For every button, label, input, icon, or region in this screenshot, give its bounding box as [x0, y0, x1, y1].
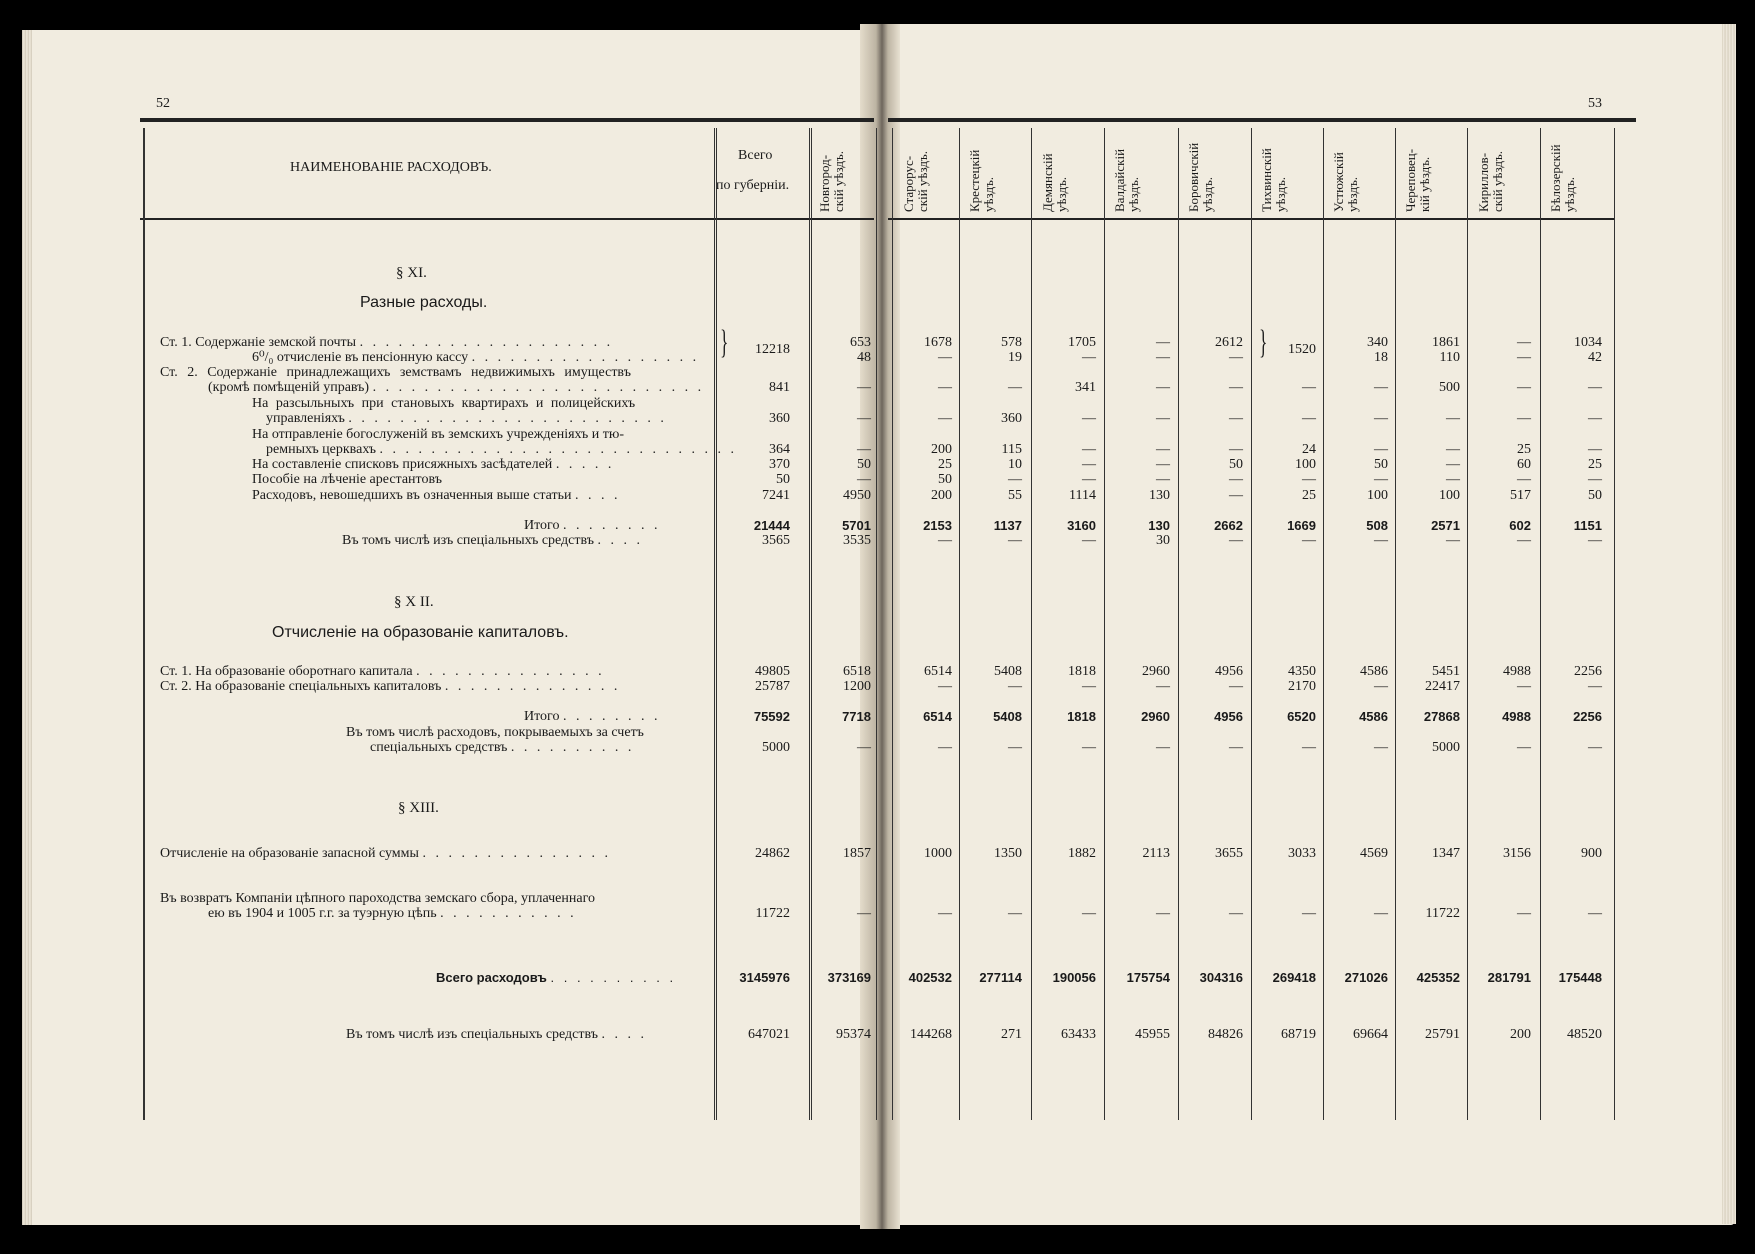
- grand-total-cell: 175754: [1126, 970, 1170, 985]
- s12-cell: —: [1374, 740, 1388, 755]
- column-line: [143, 128, 145, 1120]
- s11-total-label: Итого . . . . . . . .: [524, 518, 661, 533]
- s13-cell: 24862: [755, 846, 790, 861]
- district-header-line: уѣздъ.: [1345, 176, 1360, 212]
- s11-special-label: Въ томъ числѣ изъ спеціальныхъ средствъ . . . .: [342, 533, 644, 548]
- s11-cell: 500: [1439, 380, 1460, 395]
- s13-cell: 1857: [843, 846, 871, 861]
- s11-cell: —: [938, 350, 952, 365]
- grand-total-cell: 269418: [1272, 970, 1316, 985]
- left-page-edges: [22, 30, 32, 1225]
- s11-cell: 578: [1001, 335, 1022, 350]
- s11-cell: 100: [1439, 488, 1460, 503]
- s11-cell: —: [1302, 533, 1316, 548]
- s12-cell: 5408: [994, 664, 1022, 679]
- district-header-line: скій уѣздъ.: [1490, 151, 1505, 212]
- grand-total-cell: 281791: [1487, 970, 1531, 985]
- s11-cell: 517: [1510, 488, 1531, 503]
- s12-cell: 25787: [755, 679, 790, 694]
- s11-cell: 24: [1302, 442, 1316, 457]
- s12-cell: 5408: [993, 709, 1022, 724]
- s11-cell: 48: [857, 350, 871, 365]
- s12-special-label-a: Въ томъ числѣ расходовъ, покрываемыхъ за счетъ: [346, 725, 644, 740]
- s11-cell: —: [1156, 380, 1170, 395]
- s11-cell: 2662: [1214, 518, 1243, 533]
- s12-cell: 4586: [1360, 664, 1388, 679]
- s12-cell: —: [1374, 679, 1388, 694]
- s12-special-label-b: спеціальныхъ средствъ . . . . . . . . . .: [370, 740, 635, 755]
- s11-cell: 1520: [1288, 342, 1316, 357]
- s12-label-2: Ст. 2. На образованіе спеціальныхъ капиталовъ . . . . . . . . . . . . . .: [160, 679, 621, 694]
- grand-total-cell: 425352: [1416, 970, 1460, 985]
- s12-cell: 2170: [1288, 679, 1316, 694]
- s12-cell: —: [1082, 740, 1096, 755]
- s11-cell: 200: [931, 442, 952, 457]
- district-header-line: Устюжскій: [1331, 152, 1346, 212]
- s11-cell: 50: [1374, 457, 1388, 472]
- s11-cell: —: [1082, 411, 1096, 426]
- s11-cell: 19: [1008, 350, 1022, 365]
- s11-cell: —: [938, 533, 952, 548]
- s11-cell: —: [857, 411, 871, 426]
- s11-cell: 18: [1374, 350, 1388, 365]
- district-header-line: Череповец-: [1403, 148, 1418, 212]
- s11-cell: 340: [1367, 335, 1388, 350]
- s13-cell: 11722: [1425, 906, 1460, 921]
- brace-left: }: [720, 324, 729, 361]
- s11-cell: 360: [769, 411, 790, 426]
- district-header-line: уѣздъ.: [1126, 176, 1141, 212]
- s12-total-label: Итого . . . . . . . .: [524, 709, 661, 724]
- s12-cell: 1200: [843, 679, 871, 694]
- s13-label-2a: Въ возвратъ Компаніи цѣпного пароходства земскаго сбора, уплаченнаго: [160, 891, 595, 906]
- s11-cell: —: [1446, 442, 1460, 457]
- s12-cell: —: [938, 740, 952, 755]
- special-total-cell: 647021: [748, 1027, 790, 1042]
- district-header: [1260, 148, 1288, 212]
- special-total-cell: 95374: [836, 1027, 871, 1042]
- s11-cell: 115: [1001, 442, 1022, 457]
- s11-cell: —: [938, 380, 952, 395]
- s13-cell: —: [1156, 906, 1170, 921]
- s12-cell: 2256: [1574, 664, 1602, 679]
- s11-cell: —: [1517, 350, 1531, 365]
- s13-label-2b: ею въ 1904 и 1005 г.г. за туэрную цѣпь . . . . . . . . . . .: [208, 906, 577, 921]
- s12-cell: 2960: [1141, 709, 1170, 724]
- s11-cell: 1669: [1287, 518, 1316, 533]
- s11-cell: —: [1229, 380, 1243, 395]
- s12-cell: 75592: [753, 709, 790, 724]
- district-header: [1187, 143, 1215, 212]
- s11-cell: —: [1229, 488, 1243, 503]
- s11-cell: —: [1517, 533, 1531, 548]
- s11-cell: 3535: [843, 533, 871, 548]
- s11-cell: —: [1156, 472, 1170, 487]
- s13-cell: —: [1302, 906, 1316, 921]
- s12-cell: 6518: [843, 664, 871, 679]
- section-12-mark: § X II.: [394, 594, 434, 610]
- special-total-cell: 63433: [1061, 1027, 1096, 1042]
- s11-cell: 364: [769, 442, 790, 457]
- s11-cell: 25: [1302, 488, 1316, 503]
- s12-cell: 1818: [1067, 709, 1096, 724]
- book-gutter: [860, 24, 900, 1229]
- s11-cell: 50: [857, 457, 871, 472]
- s11-cell: —: [1517, 411, 1531, 426]
- district-header-line: скій уѣздъ.: [915, 151, 930, 212]
- left-page-number: 52: [156, 96, 170, 111]
- s12-cell: 6520: [1287, 709, 1316, 724]
- s11-cell: —: [857, 442, 871, 457]
- district-header-line: кій уѣздъ.: [1417, 156, 1432, 212]
- s13-cell: —: [938, 906, 952, 921]
- s11-cell: —: [1446, 533, 1460, 548]
- s12-cell: —: [1302, 740, 1316, 755]
- s12-cell: 4350: [1288, 664, 1316, 679]
- special-total-cell: 25791: [1425, 1027, 1460, 1042]
- grand-total-label: Всего расходовъ . . . . . . . . . .: [436, 970, 677, 985]
- s11-cell: 60: [1517, 457, 1531, 472]
- district-header: [1332, 152, 1360, 212]
- s11-cell: 3565: [762, 533, 790, 548]
- s11-cell: 12218: [755, 342, 790, 357]
- s11-cell: —: [1082, 472, 1096, 487]
- grand-total-cell: 402532: [908, 970, 952, 985]
- s13-cell: 1347: [1432, 846, 1460, 861]
- s11-cell: 100: [1295, 457, 1316, 472]
- header-rule-left: [140, 218, 874, 220]
- s13-cell: —: [1588, 906, 1602, 921]
- column-line: [1614, 128, 1615, 1120]
- s11-cell: —: [1302, 411, 1316, 426]
- s12-cell: 6514: [923, 709, 952, 724]
- s11-cell: 2571: [1431, 518, 1460, 533]
- s13-cell: 11722: [755, 906, 790, 921]
- s13-cell: 4569: [1360, 846, 1388, 861]
- s12-cell: —: [1156, 740, 1170, 755]
- special-total-cell: 48520: [1567, 1027, 1602, 1042]
- s11-cell: 2612: [1215, 335, 1243, 350]
- s13-cell: 1882: [1068, 846, 1096, 861]
- s13-cell: 3655: [1215, 846, 1243, 861]
- s13-cell: —: [1008, 906, 1022, 921]
- district-header-line: Крестецкій: [967, 149, 982, 212]
- s11-cell: —: [1588, 533, 1602, 548]
- s11-cell: 1861: [1432, 335, 1460, 350]
- district-header: [1113, 149, 1141, 212]
- s12-cell: 4956: [1215, 664, 1243, 679]
- s13-cell: —: [1517, 906, 1531, 921]
- s12-cell: 2256: [1573, 709, 1602, 724]
- district-header: [1404, 149, 1432, 212]
- s11-cell: 841: [769, 380, 790, 395]
- s11-cell: —: [1156, 350, 1170, 365]
- s11-cell: —: [1302, 380, 1316, 395]
- special-total-cell: 271: [1001, 1027, 1022, 1042]
- s11-cell: 360: [1001, 411, 1022, 426]
- s13-cell: —: [1229, 906, 1243, 921]
- district-header: [1477, 151, 1505, 212]
- s11-cell: 2153: [923, 518, 952, 533]
- s12-cell: —: [1588, 679, 1602, 694]
- s11-cell: 25: [1517, 442, 1531, 457]
- s11-cell: —: [1588, 380, 1602, 395]
- s11-cell: —: [1008, 533, 1022, 548]
- s11-cell: —: [1229, 442, 1243, 457]
- s13-label-1: Отчисленіе на образованіе запасной суммы . . . . . . . . . . . . . . .: [160, 846, 611, 861]
- right-page-number: 53: [1588, 96, 1602, 111]
- s12-cell: —: [1517, 679, 1531, 694]
- s11-cell: —: [1374, 380, 1388, 395]
- s11-cell: 7241: [762, 488, 790, 503]
- s11-cell: —: [1229, 472, 1243, 487]
- s11-cell: —: [1588, 442, 1602, 457]
- s11-cell: 200: [931, 488, 952, 503]
- grand-total-cell: 190056: [1052, 970, 1096, 985]
- s12-cell: —: [1229, 679, 1243, 694]
- district-header-line: Боровичскій: [1186, 142, 1201, 212]
- s11-cell: —: [857, 380, 871, 395]
- district-header: [1549, 144, 1577, 212]
- district-header-line: Староруc-: [901, 155, 916, 212]
- s11-cell: 55: [1008, 488, 1022, 503]
- s11-label-4a: На разсыльныхъ при становыхъ квартирахъ и полицейскихъ: [252, 396, 636, 411]
- s12-cell: 5000: [762, 740, 790, 755]
- s12-cell: —: [1229, 740, 1243, 755]
- s12-cell: 4956: [1214, 709, 1243, 724]
- s11-cell: 21444: [753, 518, 790, 533]
- grand-total-cell: 373169: [827, 970, 871, 985]
- s12-cell: 5451: [1432, 664, 1460, 679]
- section-11-mark: § XI.: [396, 265, 427, 281]
- s11-cell: 653: [850, 335, 871, 350]
- s11-cell: 5701: [842, 518, 871, 533]
- s11-cell: —: [1517, 335, 1531, 350]
- special-total-cell: 45955: [1135, 1027, 1170, 1042]
- s11-label-3a: Ст. 2. Содержаніе принадлежащихъ земствамъ недвижимыхъ имуществъ: [160, 365, 631, 380]
- s11-cell: 130: [1149, 488, 1170, 503]
- s12-cell: 7718: [842, 709, 871, 724]
- s11-cell: 1137: [993, 518, 1022, 533]
- grand-total-cell: 304316: [1199, 970, 1243, 985]
- s11-label-1: Ст. 1. Содержаніе земской почты . . . . . . . . . . . . . . . . . . . .: [160, 335, 614, 350]
- s11-cell: 42: [1588, 350, 1602, 365]
- grand-total-cell: 271026: [1344, 970, 1388, 985]
- s11-cell: 50: [938, 472, 952, 487]
- s13-cell: 2113: [1142, 846, 1170, 861]
- special-total-label: Въ томъ числѣ изъ спеціальныхъ средствъ . . . .: [346, 1027, 648, 1042]
- s11-cell: —: [1082, 442, 1096, 457]
- s11-cell: 341: [1075, 380, 1096, 395]
- s13-cell: —: [1374, 906, 1388, 921]
- s12-cell: —: [938, 679, 952, 694]
- s13-cell: 900: [1581, 846, 1602, 861]
- s13-cell: 3033: [1288, 846, 1316, 861]
- s11-cell: —: [1517, 472, 1531, 487]
- section-11-title: Разные расходы.: [360, 294, 488, 311]
- district-header-line: уѣздъ.: [1273, 176, 1288, 212]
- s11-cell: 4950: [843, 488, 871, 503]
- s13-cell: —: [1082, 906, 1096, 921]
- s13-cell: —: [857, 906, 871, 921]
- s11-cell: 508: [1366, 518, 1388, 533]
- s11-cell: 1114: [1069, 488, 1096, 503]
- s11-cell: —: [1374, 472, 1388, 487]
- s11-label-6: На составленіе списковъ присяжныхъ засѣдателей . . . . .: [252, 457, 615, 472]
- s11-cell: 50: [1229, 457, 1243, 472]
- district-header-line: уѣздъ.: [1562, 176, 1577, 212]
- s12-cell: —: [1008, 679, 1022, 694]
- s13-cell: 1350: [994, 846, 1022, 861]
- s13-cell: 1000: [924, 846, 952, 861]
- district-header-line: Тихвинскій: [1259, 148, 1274, 212]
- s11-cell: —: [1156, 411, 1170, 426]
- s12-cell: —: [1588, 740, 1602, 755]
- s11-cell: —: [1082, 457, 1096, 472]
- s11-cell: 602: [1509, 518, 1531, 533]
- s11-cell: —: [1082, 533, 1096, 548]
- s11-cell: 30: [1156, 533, 1170, 548]
- district-header: [968, 150, 996, 212]
- s11-cell: —: [1588, 411, 1602, 426]
- section-12-title: Отчисленіе на образованіе капиталовъ.: [272, 624, 569, 641]
- s12-cell: 4988: [1502, 709, 1531, 724]
- s11-cell: 1034: [1574, 335, 1602, 350]
- section-13-mark: § XIII.: [398, 800, 439, 816]
- s11-cell: 1678: [924, 335, 952, 350]
- s12-cell: 4988: [1503, 664, 1531, 679]
- top-rule-left: [140, 118, 874, 122]
- s12-cell: —: [1008, 740, 1022, 755]
- s12-cell: 2960: [1142, 664, 1170, 679]
- s11-cell: —: [1517, 380, 1531, 395]
- s11-cell: —: [1156, 335, 1170, 350]
- district-header-line: Бѣлозерскій: [1548, 144, 1563, 212]
- s11-cell: —: [1008, 472, 1022, 487]
- s11-label-7: Пособіе на лѣченіе арестантовъ: [252, 472, 442, 487]
- s11-cell: 50: [1588, 488, 1602, 503]
- s11-cell: —: [1156, 442, 1170, 457]
- district-header-line: Валдайскій: [1112, 148, 1127, 212]
- district-header-line: уѣздъ.: [1200, 176, 1215, 212]
- s11-cell: 50: [776, 472, 790, 487]
- s11-cell: 3160: [1067, 518, 1096, 533]
- s13-cell: 3156: [1503, 846, 1531, 861]
- s12-cell: —: [1082, 679, 1096, 694]
- s11-cell: 130: [1148, 518, 1170, 533]
- s11-label-4b: управленіяхъ . . . . . . . . . . . . . . . . . . . . . . . . .: [266, 411, 667, 426]
- s11-cell: 100: [1367, 488, 1388, 503]
- grand-total-cell: 3145976: [739, 970, 790, 985]
- s11-cell: —: [1229, 350, 1243, 365]
- s11-label-5a: На отправленіе богослуженій въ земскихъ учрежденіяхъ и тю-: [252, 427, 624, 442]
- s11-cell: 370: [769, 457, 790, 472]
- special-total-cell: 69664: [1353, 1027, 1388, 1042]
- s12-cell: 27868: [1423, 709, 1460, 724]
- s12-cell: 22417: [1425, 679, 1460, 694]
- s12-cell: 1818: [1068, 664, 1096, 679]
- right-page-edges: [1722, 24, 1736, 1224]
- s12-cell: 6514: [924, 664, 952, 679]
- s12-cell: 4586: [1359, 709, 1388, 724]
- s11-cell: —: [857, 472, 871, 487]
- special-total-cell: 68719: [1281, 1027, 1316, 1042]
- s11-label-2: 6⁰/₀ отчисленіе въ пенсіонную кассу . . . . . . . . . . . . . . . . . .: [252, 350, 700, 365]
- s12-label-1: Ст. 1. На образованіе оборотнаго капитала . . . . . . . . . . . . . . .: [160, 664, 605, 679]
- special-total-cell: 200: [1510, 1027, 1531, 1042]
- right-page: [886, 24, 1734, 1225]
- s11-cell: —: [1229, 411, 1243, 426]
- s11-cell: 1151: [1573, 518, 1602, 533]
- header-total-line2: по губерніи.: [716, 178, 790, 193]
- s11-cell: —: [1156, 457, 1170, 472]
- s11-cell: —: [1374, 442, 1388, 457]
- s11-cell: —: [1446, 411, 1460, 426]
- district-header: [1041, 153, 1069, 212]
- s11-cell: —: [1302, 472, 1316, 487]
- s11-cell: —: [1229, 533, 1243, 548]
- s11-label-3b: (кромѣ помѣщеній управъ) . . . . . . . . . . . . . . . . . . . . . . . . . .: [208, 380, 705, 395]
- district-header-line: уѣздъ.: [1054, 176, 1069, 212]
- district-header-line: Новгород-: [817, 154, 832, 212]
- district-header-line: уѣздъ.: [981, 176, 996, 212]
- s11-cell: —: [1008, 380, 1022, 395]
- s11-cell: 1705: [1068, 335, 1096, 350]
- district-header-line: скій уѣздъ.: [831, 151, 846, 212]
- brace-right: }: [1259, 324, 1268, 361]
- s12-cell: —: [1517, 740, 1531, 755]
- s11-cell: —: [1374, 533, 1388, 548]
- district-header-line: Кириллов-: [1476, 152, 1491, 212]
- s11-cell: 110: [1439, 350, 1460, 365]
- s11-cell: 25: [1588, 457, 1602, 472]
- district-header-line: Демянскій: [1040, 153, 1055, 212]
- s12-cell: 5000: [1432, 740, 1460, 755]
- s11-cell: 10: [1008, 457, 1022, 472]
- s11-label-5b: ремныхъ церквахъ . . . . . . . . . . . . . . . . . . . . . . . . . . . .: [266, 442, 738, 457]
- district-header: [902, 151, 930, 212]
- grand-total-cell: 277114: [979, 970, 1022, 985]
- special-total-cell: 144268: [910, 1027, 952, 1042]
- s11-cell: —: [1446, 457, 1460, 472]
- s11-label-8: Расходовъ, невошедшихъ въ означенныя выше статьи . . . .: [252, 488, 621, 503]
- s11-cell: —: [1446, 472, 1460, 487]
- s11-cell: —: [1374, 411, 1388, 426]
- s11-cell: 25: [938, 457, 952, 472]
- s12-cell: 49805: [755, 664, 790, 679]
- s11-cell: —: [1082, 350, 1096, 365]
- header-name-column: НАИМЕНОВАНІЕ РАСХОДОВЪ.: [290, 160, 492, 175]
- header-total-line1: Всего: [738, 148, 773, 163]
- top-rule-right: [888, 118, 1636, 122]
- s12-cell: —: [857, 740, 871, 755]
- s11-cell: —: [938, 411, 952, 426]
- special-total-cell: 84826: [1208, 1027, 1243, 1042]
- s12-cell: —: [1156, 679, 1170, 694]
- s11-cell: —: [1588, 472, 1602, 487]
- grand-total-cell: 175448: [1558, 970, 1602, 985]
- district-header: [818, 151, 846, 212]
